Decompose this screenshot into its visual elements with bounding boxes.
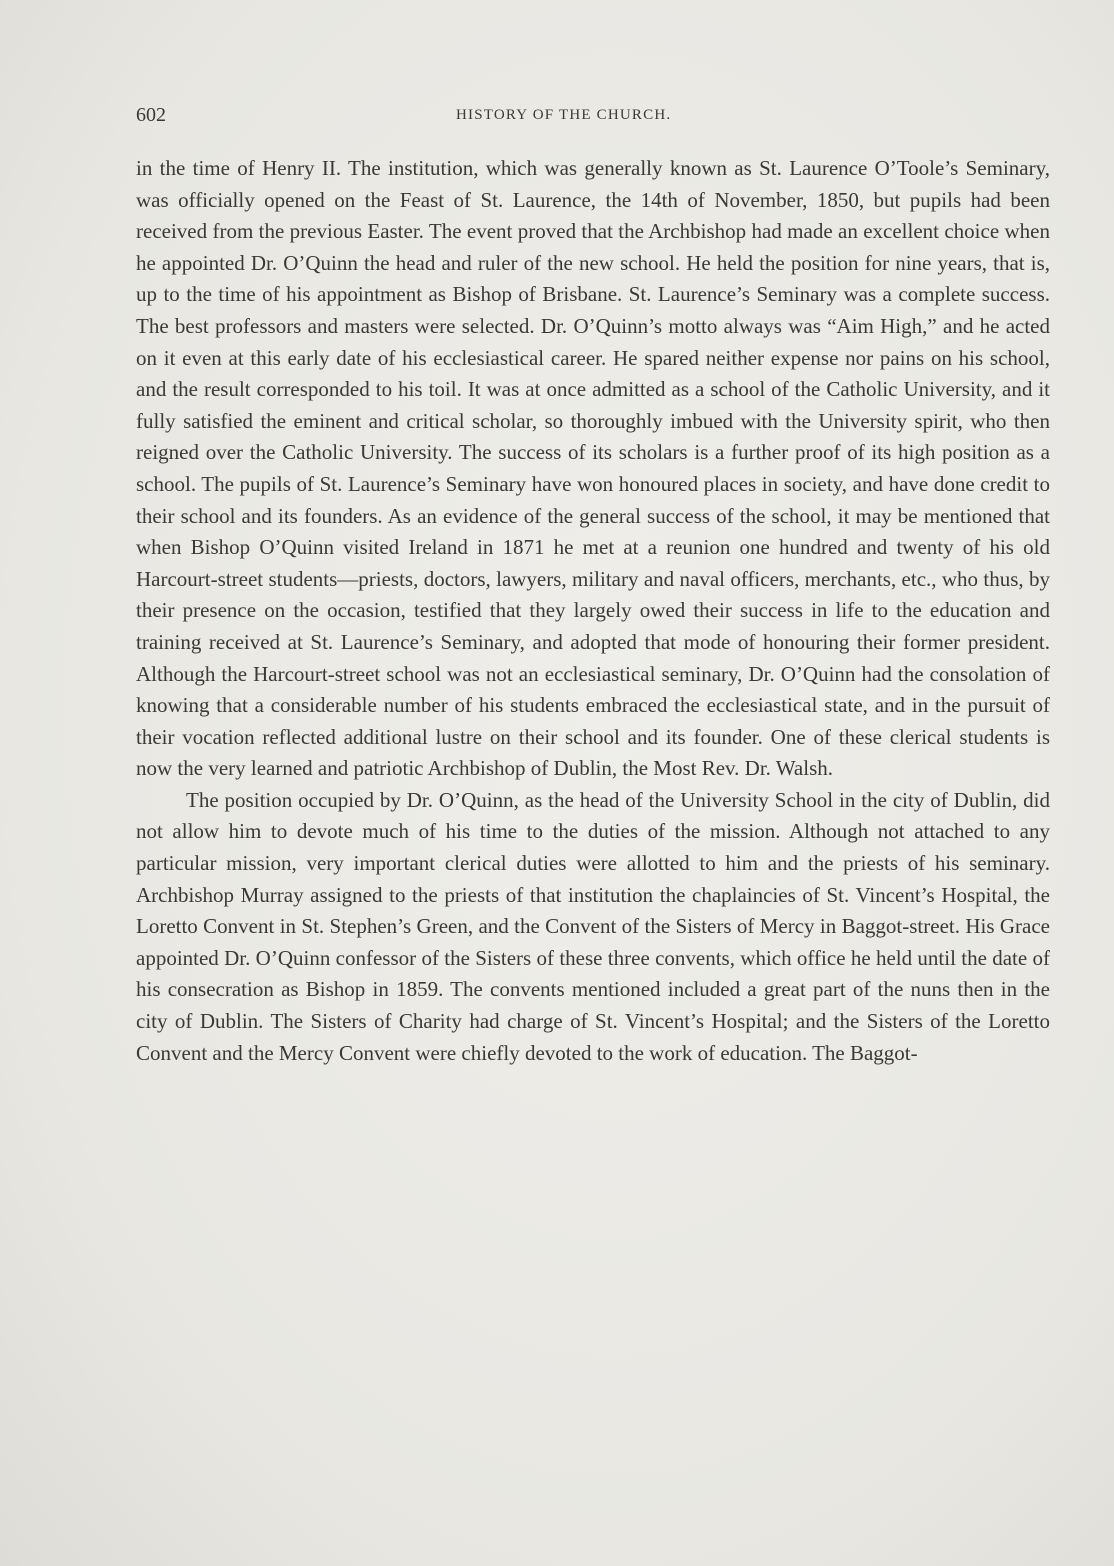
paragraph-2: The position occupied by Dr. O’Quinn, as the head of the University School in the city of Dublin, did not allow him to devote much of his time to the duties of the mission. Although not attached to any particular mission, very important clerical duties were allotted to him and the priests of his seminary. Archbishop Murray assigned to the priests of that institution the chaplaincies of St. Vincent’s Hospital, the Loretto Convent in St. Stephen’s Green, and the Convent of the Sisters of Mercy in Baggot-street. His Grace appointed Dr. O’Quinn confessor of the Sisters of these three convents, which office he held until the date of his consecration as Bishop in 1859. The convents mentioned included a great part of the nuns then in the city of Dublin. The Sisters of Charity had charge of St. Vincent’s Hospital; and the Sisters of the Loretto Convent and the Mercy Convent were chiefly devoted to the work of education. The Baggot- [136, 787, 1050, 1065]
running-title: HISTORY OF THE CHURCH. [456, 107, 672, 123]
page-number: 602 [136, 104, 166, 126]
running-header [136, 104, 1050, 132]
body-text [136, 153, 1050, 1069]
paragraph-1: in the time of Henry II. The institution, which was generally known as St. Laurence O’Toole’s Seminary, was officially opened on the Feast of St. Laurence, the 14th of November, 1850, but pupils had been received from the previous Easter. The event proved that the Archbishop had made an excellent choice when he appointed Dr. O’Quinn the head and ruler of the new school. He held the position for nine years, that is, up to the time of his appointment as Bishop of Brisbane. St. Laurence’s Seminary was a complete success. The best professors and masters were selected. Dr. O’Quinn’s motto always was “Aim High,” and he acted on it even at this early date of his ecclesiastical career. He spared neither expense nor pains on his school, and the result corresponded to his toil. It was at once admitted as a school of the Catholic University, and it fully satisfied the eminent and critical scholar, so thoroughly imbued with the University spirit, who then reigned over the Catholic University. The success of its scholars is a further proof of its high position as a school. The pupils of St. Laurence’s Seminary have won honoured places in society, and have done credit to their school and its founders. As an evidence of the general success of the school, it may be mentioned that when Bishop O’Quinn visited Ireland in 1871 he met at a reunion one hundred and twenty of his old Harcourt-street students—priests, doctors, lawyers, military and naval officers, merchants, etc., who thus, by their presence on the occasion, testified that they largely owed their success in life to the education and training received at St. Laurence’s Seminary, and adopted that mode of honouring their former president. Although the Harcourt-street school was not an ecclesiastical seminary, Dr. O’Quinn had the consolation of knowing that a considerable number of his students embraced the ecclesiastical state, and in the pursuit of their vocation reflected additional lustre on their school and its founder. One of these clerical students is now the very learned and patriotic Archbishop of Dublin, the Most Rev. Dr. Walsh. [136, 156, 1050, 781]
